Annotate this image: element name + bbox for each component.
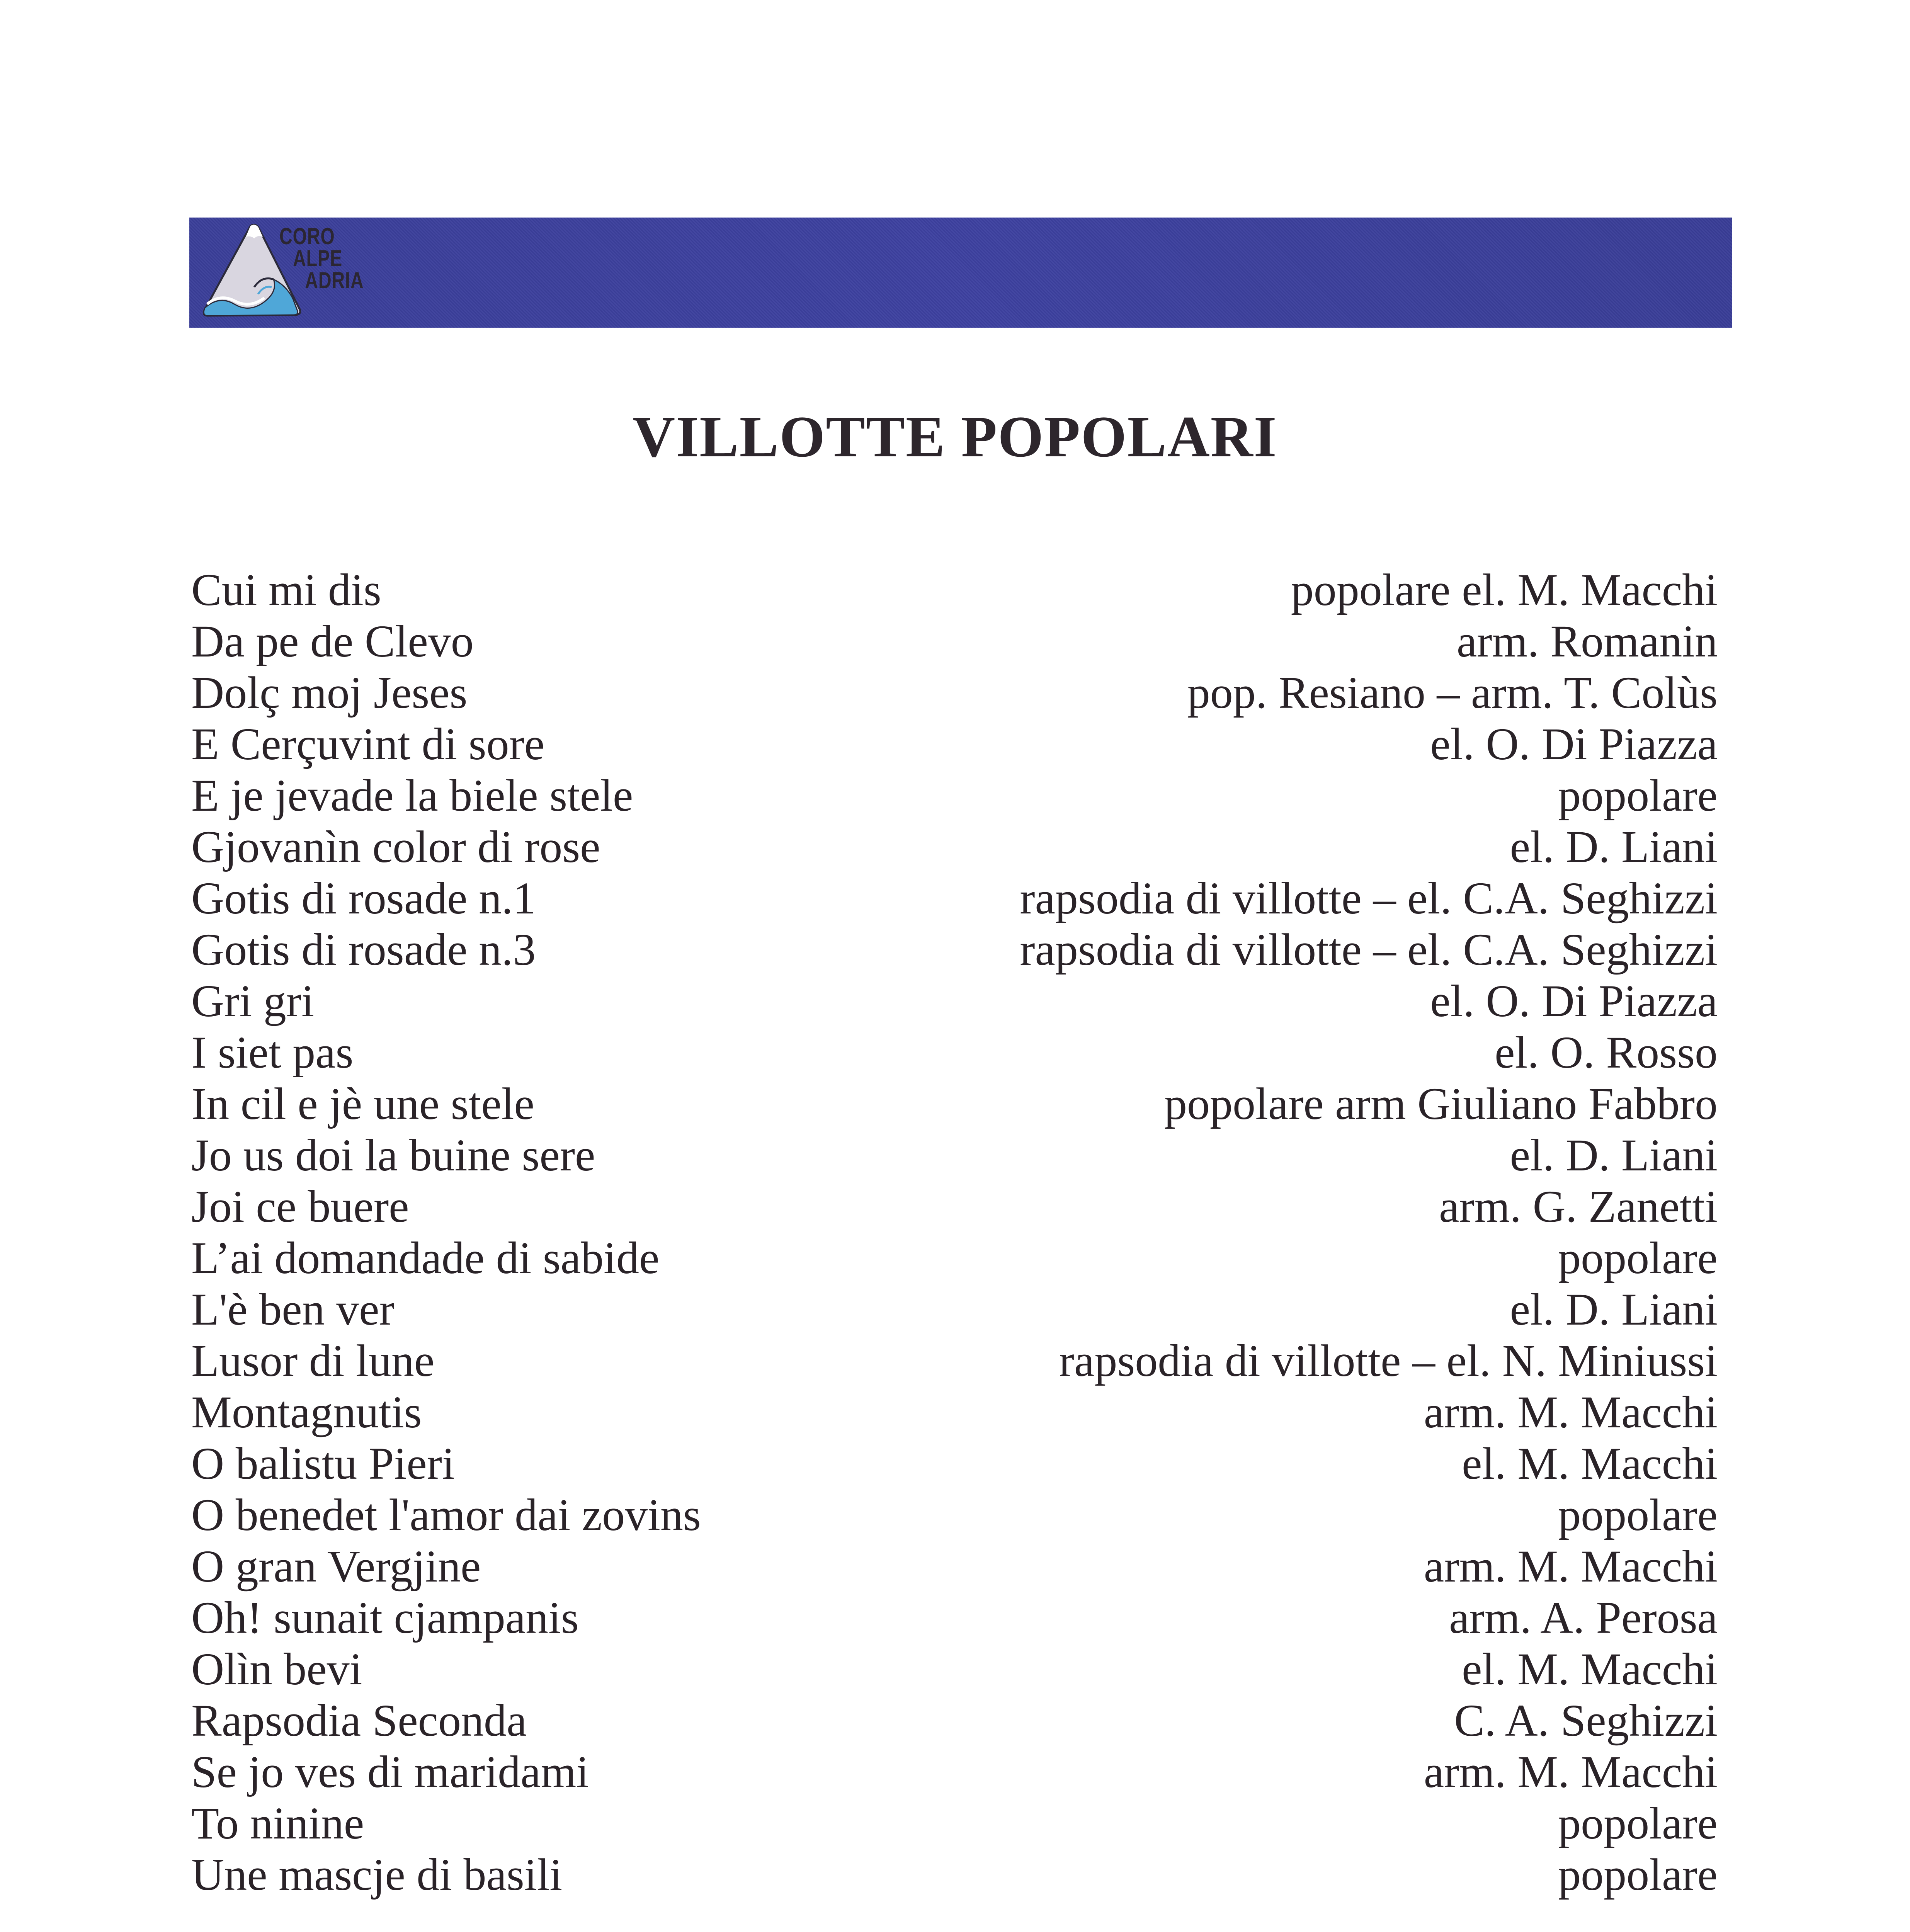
song-credit: C. A. Seghizzi	[1454, 1695, 1718, 1746]
song-row	[191, 1386, 1718, 1438]
song-row	[191, 872, 1718, 924]
song-credit: pop. Resiano – arm. T. Colùs	[1187, 667, 1718, 718]
song-title: Gotis di rosade n.3	[191, 924, 536, 975]
page-title: VILLOTTE POPOLARI	[633, 404, 1277, 469]
song-credit: rapsodia di villotte – el. N. Miniussi	[1059, 1335, 1718, 1386]
song-row	[191, 1284, 1718, 1335]
song-title: O benedet l'amor dai zovins	[191, 1490, 701, 1540]
song-credit: popolare arm Giuliano Fabbro	[1164, 1078, 1718, 1129]
song-row	[191, 1592, 1718, 1643]
song-list	[191, 564, 1718, 1900]
song-credit: el. D. Liani	[1510, 1130, 1718, 1180]
song-row	[191, 1643, 1718, 1695]
song-credit: popolare	[1558, 1849, 1718, 1900]
song-row	[191, 564, 1718, 616]
song-credit: rapsodia di villotte – el. C.A. Seghizzi	[1020, 924, 1718, 975]
logo-line-alpe: ALPE	[293, 245, 343, 271]
song-title: L’ai domandade di sabide	[191, 1233, 660, 1283]
song-row	[191, 1798, 1718, 1849]
song-title: O balistu Pieri	[191, 1438, 455, 1489]
song-credit: popolare	[1558, 1798, 1718, 1849]
song-title: O gran Vergjine	[191, 1541, 481, 1592]
song-title: Lusor di lune	[191, 1335, 435, 1386]
song-row	[191, 1849, 1718, 1900]
song-row	[191, 1232, 1718, 1284]
song-row	[191, 1541, 1718, 1592]
song-row	[191, 770, 1718, 821]
song-credit: el. O. Di Piazza	[1430, 976, 1718, 1026]
song-credit: popolare	[1558, 1233, 1718, 1283]
song-credit: arm. A. Perosa	[1449, 1592, 1718, 1643]
coro-alpe-adria-logo	[196, 221, 397, 324]
song-row	[191, 1027, 1718, 1078]
logo-line-adria: ADRIA	[305, 267, 364, 293]
song-credit: rapsodia di villotte – el. C.A. Seghizzi	[1020, 873, 1718, 923]
logo-text	[279, 225, 364, 291]
song-row	[191, 616, 1718, 667]
song-title: I siet pas	[191, 1027, 354, 1078]
song-title: Une mascje di basili	[191, 1849, 563, 1900]
song-title: E Cerçuvint di sore	[191, 719, 545, 769]
song-title: Oh! sunait cjampanis	[191, 1592, 579, 1643]
song-row	[191, 1335, 1718, 1386]
song-row	[191, 1746, 1718, 1798]
song-credit: popolare el. M. Macchi	[1291, 565, 1718, 615]
song-row	[191, 1129, 1718, 1181]
song-credit: el. D. Liani	[1510, 821, 1718, 872]
song-credit: arm. G. Zanetti	[1439, 1181, 1718, 1232]
song-row	[191, 718, 1718, 770]
header-banner	[189, 218, 1732, 328]
song-title: Gotis di rosade n.1	[191, 873, 536, 923]
song-credit: el. D. Liani	[1510, 1284, 1718, 1335]
song-title: To ninine	[191, 1798, 364, 1849]
song-title: Olìn bevi	[191, 1644, 362, 1694]
song-title: Dolç moj Jeses	[191, 667, 468, 718]
song-credit: el. O. Rosso	[1495, 1027, 1718, 1078]
song-row	[191, 1181, 1718, 1232]
song-row	[191, 975, 1718, 1027]
song-title: Cui mi dis	[191, 565, 381, 615]
song-credit: el. M. Macchi	[1462, 1644, 1718, 1694]
song-row	[191, 1438, 1718, 1489]
song-credit: arm. M. Macchi	[1424, 1747, 1718, 1797]
song-row	[191, 1078, 1718, 1129]
song-title: Montagnutis	[191, 1387, 422, 1437]
song-credit: arm. M. Macchi	[1424, 1387, 1718, 1437]
song-title: Gjovanìn color di rose	[191, 821, 600, 872]
song-row	[191, 1489, 1718, 1541]
song-row	[191, 667, 1718, 718]
song-credit: popolare	[1558, 1490, 1718, 1540]
song-title: L'è ben ver	[191, 1284, 395, 1335]
song-title: Jo us doi la buine sere	[191, 1130, 595, 1180]
song-credit: arm. Romanin	[1456, 616, 1718, 667]
song-title: Se jo ves di maridami	[191, 1747, 589, 1797]
logo-line-coro: CORO	[279, 223, 335, 249]
song-title: Joi ce buere	[191, 1181, 409, 1232]
song-title: Rapsodia Seconda	[191, 1695, 527, 1746]
song-credit: el. M. Macchi	[1462, 1438, 1718, 1489]
song-row	[191, 821, 1718, 872]
song-credit: popolare	[1558, 770, 1718, 821]
song-credit: arm. M. Macchi	[1424, 1541, 1718, 1592]
song-title: Da pe de Clevo	[191, 616, 474, 667]
song-credit: el. O. Di Piazza	[1430, 719, 1718, 769]
song-title: E je jevade la biele stele	[191, 770, 633, 821]
song-title: Gri gri	[191, 976, 314, 1026]
song-row	[191, 924, 1718, 975]
song-title: In cil e jè une stele	[191, 1078, 534, 1129]
song-row	[191, 1695, 1718, 1746]
